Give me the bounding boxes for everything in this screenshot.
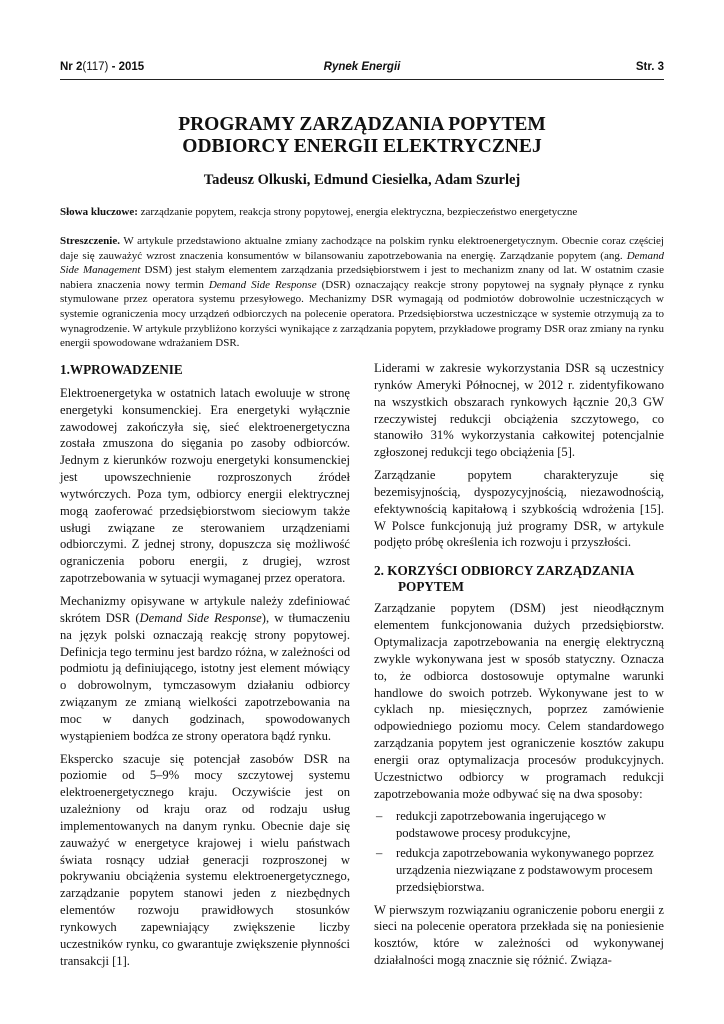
- term-dsr: Demand Side Response: [139, 610, 262, 625]
- paragraph: [60, 593, 350, 745]
- section-2-heading: [374, 563, 664, 595]
- section-2-heading-line-2: POPYTEM: [398, 579, 464, 595]
- paragraph: Zarządzanie popytem charakteryzuje się bezemisyjnością, dyspozycyjnością, niezawodnością, efektywnością kapitałową i szybkością wdrożenia [15]. W Polsce funkcjonują już programy DSR, w artykule podjęto próbę określenia ich rozwoju i przyszłości.: [374, 468, 664, 550]
- header-rule: [60, 79, 664, 80]
- left-column: [60, 360, 350, 976]
- page-number: Str. 3: [635, 61, 664, 73]
- paragraph-text: Mechanizmy opisywane w artykule należy zdefiniować skrótem DSR (: [60, 593, 350, 625]
- bullet-list: [374, 808, 664, 895]
- paragraph: Elektroenergetyka w ostatnich latach ewoluuje w stronę energetyki konsumenckiej. Era energetyki wyłącznie zawodowej zakończyła się, sieć elektroenergetyczna została zmuszona do sięgania po zasoby odbiorców. Jednym z kierunków rozwoju energetyki konsumenckiej jest upowszechnienie rozproszonych źródeł wytwórczych. Poza tym, odbiorcy energii elektrycznej mogą zaoferować przedsiębiorstwom sieciowym także usługi związane ze sterowaniem urządzeniami odbiorczymi. Z jednej strony, dopuszcza się możliwość ograniczenia poboru energii, z drugiej, wzrost zapotrzebowania w sytuacji wymaganej przez operatora.: [60, 385, 350, 586]
- paragraph-text: ), w tłumaczeniu na język polski oznaczają reakcję strony popytowej. Definicja tego terminu jest bardzo różna, w zależności od podmiotu ją definiującego, istotny jest element mówiący o dobrowolnym, tymczasowym działaniu odbiorcy związanym ze zmianą wielkości zapotrzebowania na moc w danych godzinach, spowodowanych wystąpieniem bodźca ze strony operatora bądź rynku.: [60, 610, 351, 743]
- paragraph: Zarządzanie popytem (DSM) jest nieodłącznym elementem funkcjonowania dużych przedsiębiorstw. Optymalizacja zapotrzebowania na energię elektryczną zwykle wykonywana jest w sposób statyczny. Oznacza to, że odbiorca dostosowuje optymalne warunki handlowe do swoich potrzeb. Wykonywane jest to w cyklach np. miesięcznych, poprzez zamówienie odpowiedniego poziomu mocy. Celem standardowego zarządzania popytem jest ograniczenie kosztów zakupu energii oraz optymalizacja procesów produkcyjnych. Uczestnictwo odbiorcy w programach redukcji zapotrzebowania może odbywać się na dwa sposoby:: [374, 601, 664, 801]
- abstract-term-dsr: Demand Side Response: [208, 278, 317, 291]
- authors: Tadeusz Olkuski, Edmund Ciesielka, Adam Szurlej: [203, 172, 521, 188]
- abstract-label: Streszczenie.: [60, 235, 120, 247]
- title-line-1: PROGRAMY ZARZĄDZANIA POPYTEM: [178, 114, 546, 135]
- section-2-heading-line-1: 2. KORZYŚCI ODBIORCY ZARZĄDZANIA: [374, 563, 635, 579]
- list-item: – redukcji zapotrzebowania ingerującego w podstawowe procesy produkcyjne,: [374, 808, 664, 842]
- paragraph: Ekspercko szacuje się potencjał zasobów DSR na poziomie od 5–9% mocy szczytowej systemu elektroenergetycznego kraju. Oczywiście jest on uzależniony od kraju oraz od rodzaju usług implementowanych na danym rynku. Obecnie daje się zauważyć w energetyce krajowej i wielu państwach świata rosnący udział generacji rozproszonej w pokrywaniu obciążenia systemu elektroenergetycznego, zarządzanie popytem stanowi jeden z niezbędnych elementów rozwoju prawidłowych stosunków rynkowych zapewniający zwiększenie liczby uczestników rynku, co gwarantuje zwiększenie płynności transakcji [1].: [60, 751, 350, 968]
- article-title: [60, 114, 664, 158]
- keywords: [60, 205, 664, 219]
- abstract-text-3: (DSR) oznaczający reakcje strony popytowej na sygnały płynące z rynku stymulowane przez operatora systemu przesyłowego. Mechanizmy DSR wymagają od podmiotów dobrowolnie uczestniczących w systemie ograniczenia mocy urządzeń odbiorczych na polecenie operatora. Przedsiębiorstwa uczestniczące w systemie otrzymują za to wynagrodzenie. W artykule przybliżono korzyści wynikające z zarządzania popytem, przykładowe programy DSR oraz zmiany na rynku energii spowodowane wdrażaniem DSR.: [60, 278, 664, 350]
- issue-sequence: (117): [82, 61, 109, 73]
- issue-year: - 2015: [108, 61, 145, 73]
- list-item: – redukcja zapotrzebowania wykonywanego poprzez urządzenia niezwiązane z podstawowym procesem przedsiębiorstwa.: [374, 845, 664, 896]
- keywords-text: zarządzanie popytem, reakcja strony popytowej, energia elektryczna, bezpieczeństwo energetyczne: [137, 206, 578, 218]
- paragraph: Liderami w zakresie wykorzystania DSR są uczestnicy rynków Ameryki Północnej, w 2012 r. zidentyfikowano na wszystkich obszarach rynkowych łącznie 20,3 GW rzeczywistej redukcji obciążenia szczytowego, co stanowiło 31% wykorzystania całkowitej potencjalnie zgłoszonej redukcji tego obciążenia [5].: [374, 361, 664, 460]
- abstract: [60, 234, 664, 351]
- paragraph: W pierwszym rozwiązaniu ograniczenie poboru energii z sieci na polecenie operatora przekłada się na poniesienie kosztów, które w zależności od wykonywanej działalności mogą znacznie się różnić. Związa-: [374, 902, 664, 968]
- abstract-term-dsm: Demand Side Management: [60, 249, 664, 277]
- keywords-label: Słowa kluczowe:: [60, 206, 138, 218]
- issue-prefix: Nr 2: [60, 61, 83, 73]
- running-header: [60, 61, 664, 77]
- abstract-text-1: W artykule przedstawiono aktualne zmiany zachodzące na polskim rynku elektroenergetycznym. Obecnie coraz częściej daje się zauważyć wzrost znaczenia konsumentów w bilansowaniu zapotrzebowania na energię. Zarządzanie popytem (ang.: [60, 235, 664, 262]
- journal-name: Rynek Energii: [323, 61, 401, 73]
- title-line-2: ODBIORCY ENERGII ELEKTRYCZNEJ: [182, 136, 542, 157]
- section-1-heading: 1.WPROWADZENIE: [60, 362, 183, 377]
- abstract-text-2: DSM) jest stałym elementem zarządzania przedsiębiorstwem i jest to mechanizm znany od lat. W ostatnim czasie nabiera znaczenia nowy termin: [60, 264, 664, 291]
- right-column: [374, 360, 664, 975]
